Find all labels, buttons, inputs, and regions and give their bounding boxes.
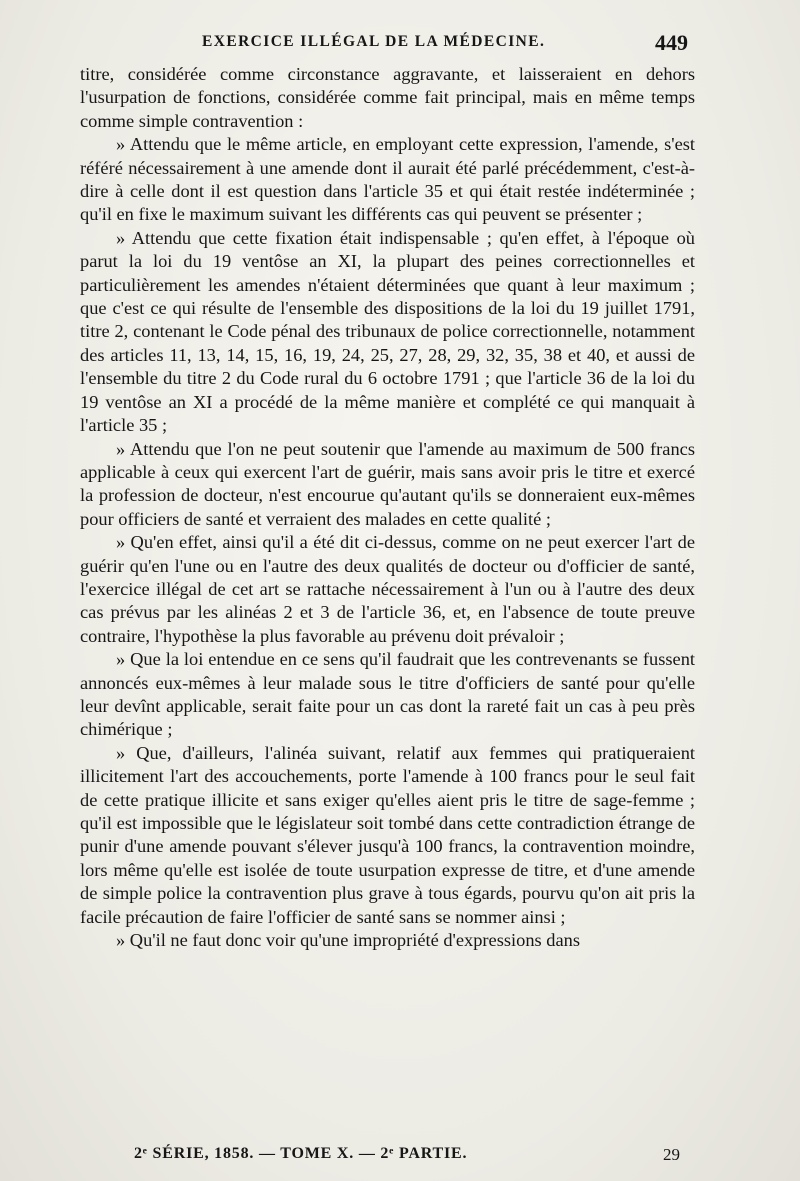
page-header [80, 30, 688, 58]
running-title: EXERCICE ILLÉGAL DE LA MÉDECINE. [202, 33, 546, 50]
page-number: 449 [655, 30, 688, 55]
paragraph: » Qu'en effet, ainsi qu'il a été dit ci-dessus, comme on ne peut exercer l'art de guérir qu'en l'une ou en l'autre des deux qualités de docteur ou d'officier de santé, l'exercice illégal de cet art se rattache nécessairement à l'un ou à l'autre des deux cas prévus par les alinéas 2 et 3 de l'article 36, et, en l'absence de toute preuve contraire, l'hypothèse la plus favorable au prévenu doit prévaloir ; [80, 532, 695, 646]
page-footer [134, 1145, 680, 1169]
signature-line: 2ᵉ SÉRIE, 1858. — TOME X. — 2ᵉ PARTIE. [134, 1145, 468, 1162]
paragraph: » Attendu que l'on ne peut soutenir que l'amende au maximum de 500 francs applicable à ceux qui exercent l'art de guérir, mais sans avoir pris le titre et exercé la profession de docteur, n'est encourue qu'autant qu'ils se donneraient eux-mêmes pour officiers de santé et verraient des malades en cette qualité ; [80, 438, 695, 529]
sheet-number: 29 [663, 1145, 680, 1164]
paragraph: » Attendu que le même article, en employant cette expression, l'amende, s'est référé nécessairement à une amende dont il aurait été parlé précédemment, c'est-à-dire à celle dont il est question dans l'article 35 et qui était restée indéterminée ; qu'il en fixe le maximum suivant les différents cas qui peuvent se présenter ; [80, 134, 695, 225]
paragraph: » Que la loi entendue en ce sens qu'il faudrait que les contrevenants se fussent annoncés eux-mêmes à leur malade sous le titre d'officiers de santé pour qu'elle leur devînt applicable, serait faite pour un cas dont la rareté fait un cas à peu près chimérique ; [80, 649, 695, 740]
paragraph: titre, considérée comme circonstance aggravante, et laisseraient en dehors l'usurpation de fonctions, considérée comme fait principal, mais en même temps comme simple contravention : [80, 64, 695, 131]
paragraph: » Que, d'ailleurs, l'alinéa suivant, relatif aux femmes qui pratiqueraient illicitement l'art des accouchements, porte l'amende à 100 francs pour le seul fait de cette pratique illicite et sans exiger qu'elles aient pris le titre de sage-femme ; qu'il est impossible que le législateur soit tombé dans cette contradiction étrange de punir d'une amende pouvant s'élever jusqu'à 100 francs, la contravention moindre, lors même qu'elle est isolée de toute usurpation expresse de titre, et d'une amende de simple police la contravention plus grave à tous égards, pourvu qu'on ait pris la facile précaution de faire l'officier de santé sans se nommer ainsi ; [80, 742, 695, 927]
paragraph: » Qu'il ne faut donc voir qu'une impropriété d'expressions dans [116, 930, 580, 951]
paragraph: » Attendu que cette fixation était indispensable ; qu'en effet, à l'époque où parut la loi du 19 ventôse an XI, la plupart des peines correctionnelles et particulièrement les amendes n'étaient déterminées que quant à leur maximum ; que c'est ce qui résulte de l'ensemble des dispositions de la loi du 19 juillet 1791, titre 2, contenant le Code pénal des tribunaux de police correctionnelle, notamment des articles 11, 13, 14, 15, 16, 19, 24, 25, 27, 28, 29, 32, 35, 38 et 40, et aussi de l'ensemble du titre 2 du Code rural du 6 octobre 1791 ; que l'article 36 de la loi du 19 ventôse an XI a procédé de la même manière et complété ce qui manquait à l'article 35 ; [80, 227, 695, 436]
body-text [80, 63, 695, 952]
